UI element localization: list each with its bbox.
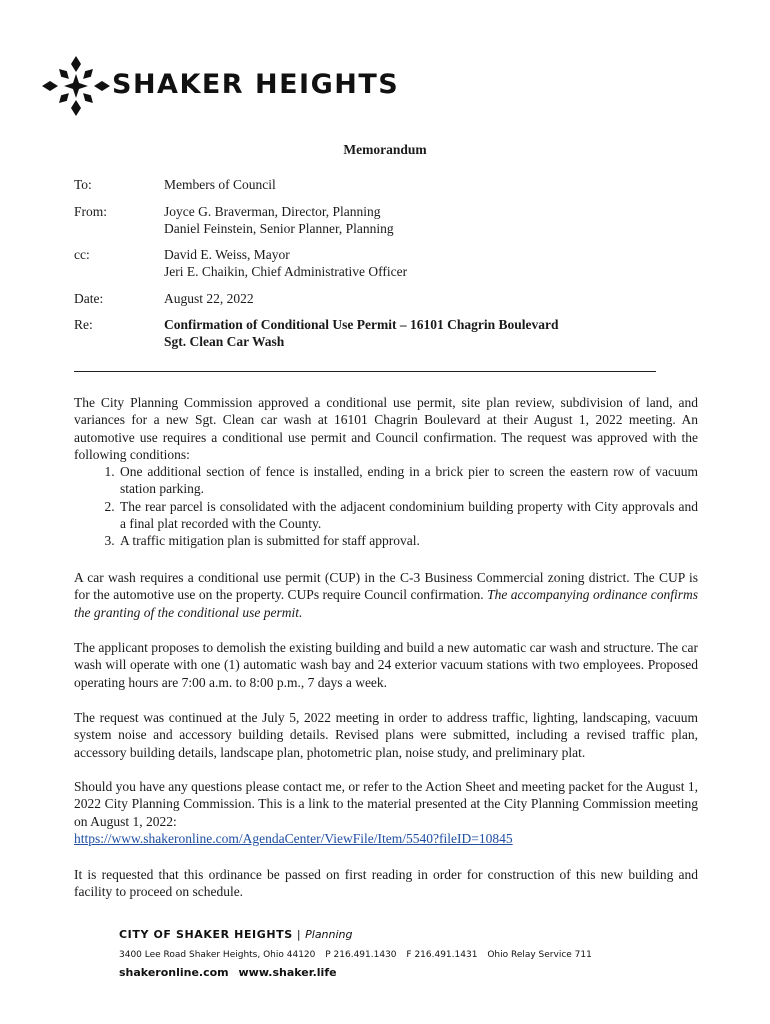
paragraph-3: The applicant proposes to demolish the existing building and build a new automatic car wash and structure. The car wash will operate with one (1) automatic wash bay and 24 exterior vacuum stations with two employees. Proposed operating hours are 7:00 a.m. to 8:00 p.m., 7 days a week. bbox=[74, 640, 698, 690]
footer-org-line bbox=[119, 928, 353, 941]
re-line-2: Sgt. Clean Car Wash bbox=[164, 334, 285, 349]
re-label: Re: bbox=[74, 317, 93, 332]
footer-dept: Planning bbox=[305, 928, 353, 941]
agenda-link[interactable]: https://www.shakeronline.com/AgendaCenter/ViewFile/Item/5540?fileID=10845 bbox=[74, 830, 513, 846]
snowflake-emblem-icon bbox=[38, 54, 114, 118]
paragraph-contact bbox=[74, 778, 698, 847]
logo-wordmark: SHAKER HEIGHTS bbox=[112, 69, 400, 100]
footer-fax: F 216.491.1431 bbox=[406, 950, 478, 960]
cc-label: cc: bbox=[74, 247, 90, 262]
footer-web-line bbox=[119, 966, 343, 979]
condition-item: 1. One additional section of fence is installed, ending in a brick pier to screen the eastern row of vacuum station parking. bbox=[118, 463, 698, 498]
paragraph-continuation bbox=[74, 709, 698, 761]
paragraph-5: Should you have any questions please contact me, or refer to the Action Sheet and meeting packet for the August 1, 2022 City Planning Commission. This is a link to the material presented at the City Planning Commission meeting on August 1, 2022: bbox=[74, 779, 698, 829]
footer-site-1[interactable]: shakeronline.com bbox=[119, 966, 229, 979]
date-value: August 22, 2022 bbox=[164, 291, 254, 306]
conditions-list bbox=[74, 463, 698, 549]
from-line-2: Daniel Feinstein, Senior Planner, Planning bbox=[164, 221, 394, 236]
re-value bbox=[164, 316, 684, 350]
footer-site-2[interactable]: www.shaker.life bbox=[238, 966, 337, 979]
paragraph-approval bbox=[74, 394, 698, 550]
footer-contact-line bbox=[119, 950, 599, 960]
footer-phone: P 216.491.1430 bbox=[325, 950, 397, 960]
cc-value bbox=[164, 246, 684, 280]
re-line-1: Confirmation of Conditional Use Permit – 16101 Chagrin Boulevard bbox=[164, 317, 559, 332]
cc-line-1: David E. Weiss, Mayor bbox=[164, 247, 290, 262]
to-value: Members of Council bbox=[164, 177, 276, 192]
paragraph-proposal bbox=[74, 639, 698, 691]
from-label: From: bbox=[74, 204, 108, 219]
paragraph-4: The request was continued at the July 5, 2022 meeting in order to address traffic, lighting, landscaping, vacuum system noise and accessory building details. Revised plans were submitted, including a revised traffic plan, accessory building details, landscape plan, photometric plan, noise study, and preliminary plat. bbox=[74, 710, 698, 760]
paragraph-6: It is requested that this ordinance be passed on first reading in order for construction of this new building and facility to proceed on schedule. bbox=[74, 867, 698, 900]
paragraph-2: A car wash requires a conditional use permit (CUP) in the C-3 Business Commercial zoning district. The CUP is for the automotive use on the property. CUPs require Council confirmation. bbox=[74, 570, 698, 603]
from-line-1: Joyce G. Braverman, Director, Planning bbox=[164, 204, 381, 219]
footer-separator: | bbox=[296, 928, 302, 941]
footer-address: 3400 Lee Road Shaker Heights, Ohio 44120 bbox=[119, 950, 316, 960]
from-value bbox=[164, 203, 684, 237]
date-label: Date: bbox=[74, 291, 104, 306]
paragraph-request bbox=[74, 866, 698, 901]
memo-title: Memorandum bbox=[343, 142, 427, 157]
footer-org: CITY OF SHAKER HEIGHTS bbox=[119, 928, 293, 941]
to-label: To: bbox=[74, 177, 92, 192]
header-divider bbox=[74, 371, 656, 372]
condition-item: 3. A traffic mitigation plan is submitted for staff approval. bbox=[118, 532, 698, 549]
footer-relay: Ohio Relay Service 711 bbox=[487, 950, 592, 960]
paragraph-cup bbox=[74, 569, 698, 621]
paragraph-1: The City Planning Commission approved a conditional use permit, site plan review, subdivision of land, and variances for a new Sgt. Clean car wash at 16101 Chagrin Boulevard at their August 1, 2022 meeting. An automotive use requires a conditional use permit and Council confirmation. The request was approved with the following conditions: bbox=[74, 395, 698, 462]
paragraph-2-italic: The accompanying ordinance confirms the granting of the conditional use permit. bbox=[74, 587, 698, 620]
condition-item: 2. The rear parcel is consolidated with the adjacent condominium building property with City approvals and a final plat recorded with the County. bbox=[118, 498, 698, 533]
cc-line-2: Jeri E. Chaikin, Chief Administrative Officer bbox=[164, 264, 408, 279]
